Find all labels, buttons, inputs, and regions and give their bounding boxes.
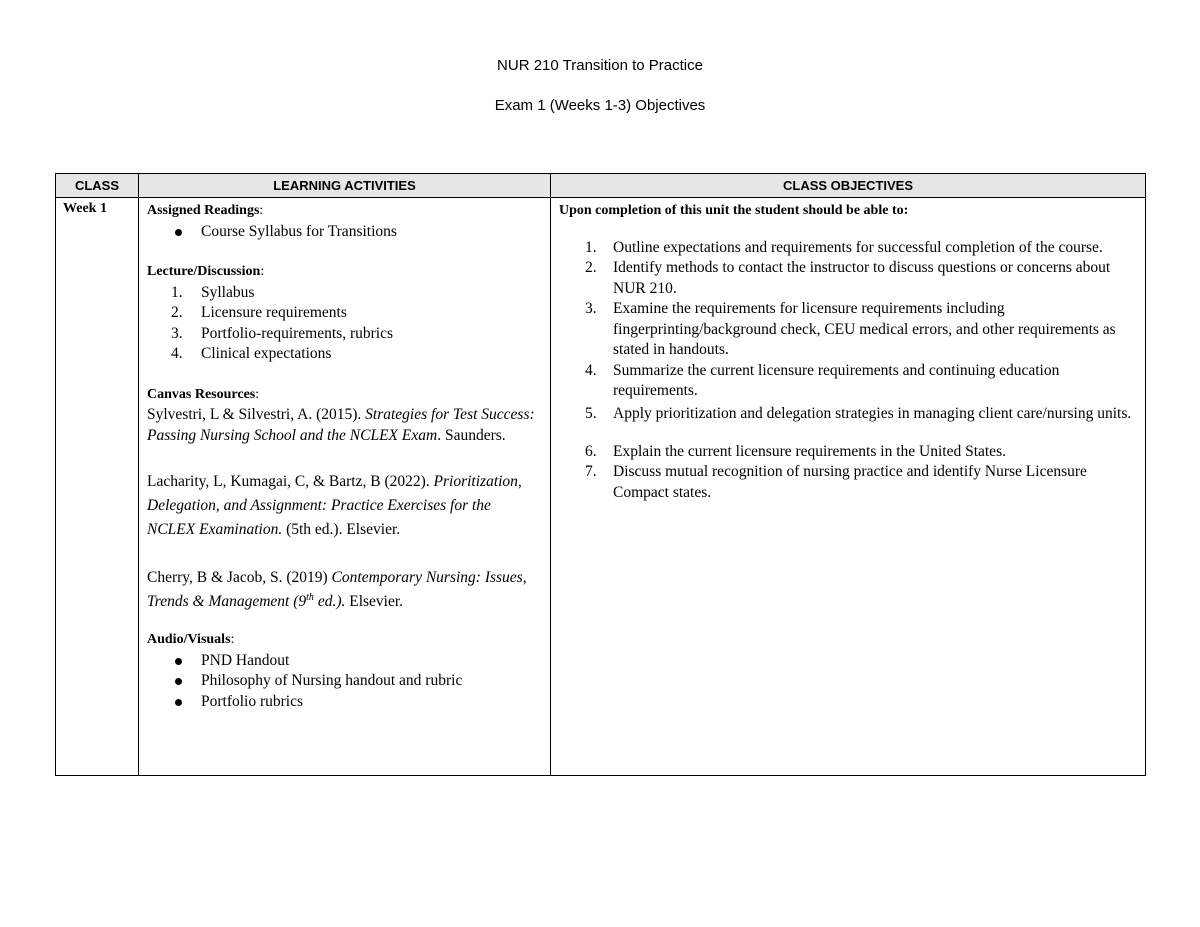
- list-item: PND Handout: [175, 651, 542, 672]
- list-item: 4. Clinical expectations: [171, 345, 332, 362]
- list-item: 2. Licensure requirements: [171, 304, 347, 321]
- list-item: 1. Syllabus: [171, 283, 255, 301]
- assigned-readings-heading: Assigned Readings:: [147, 203, 264, 218]
- list-item: Philosophy of Nursing handout and rubric: [175, 671, 542, 692]
- reference-sylvestri: Sylvestri, L & Silvestri, A. (2015). Strategies for Test Success: Passing Nursing School and the NCLEX Exam. Saunders.: [147, 406, 535, 444]
- class-objectives-cell: [551, 198, 1146, 776]
- audio-visuals-list: [147, 651, 542, 713]
- objective-item: 3. Examine the requirements for licensure requirements including fingerprinting/background check, CEU medical errors, and other requirements as stated in handouts.: [585, 300, 1116, 358]
- objective-item: 1. Outline expectations and requirements for successful completion of the course.: [585, 238, 1103, 256]
- document-subtitle: Exam 1 (Weeks 1-3) Objectives: [494, 97, 706, 114]
- document-title: NUR 210 Transition to Practice: [497, 57, 703, 74]
- class-cell: Week 1: [56, 198, 139, 776]
- table-header-row: [56, 174, 1146, 198]
- column-header-class: CLASS: [56, 174, 139, 198]
- list-item: Portfolio rubrics: [175, 692, 542, 713]
- objectives-list: [559, 238, 1137, 504]
- objectives-table: [55, 173, 1146, 776]
- list-item: Course Syllabus for Transitions: [175, 222, 542, 243]
- assigned-readings-list: [147, 222, 542, 243]
- column-header-class-objectives: CLASS OBJECTIVES: [551, 174, 1146, 198]
- reference-lacharity: Lacharity, L, Kumagai, C, & Bartz, B (2022). Prioritization, Delegation, and Assignment: Practice Exercises for the NCLEX Examination. (5th ed.). Elsevier.: [147, 473, 522, 538]
- list-item: 3. Portfolio-requirements, rubrics: [171, 324, 393, 342]
- objective-item: 4. Summarize the current licensure requirements and continuing education requirements.: [585, 361, 1060, 399]
- lecture-discussion-heading: Lecture/Discussion:: [147, 264, 265, 279]
- table-row: [56, 198, 1146, 776]
- canvas-resources-heading: Canvas Resources:: [147, 386, 260, 402]
- objective-item: 2. Identify methods to contact the instructor to discuss questions or concerns about NUR 210.: [585, 259, 1111, 297]
- objective-item: 5. Apply prioritization and delegation strategies in managing client care/nursing units.: [585, 404, 1132, 422]
- lecture-discussion-list: [147, 283, 542, 365]
- objectives-intro: Upon completion of this unit the student should be able to:: [559, 203, 909, 218]
- objective-item: 6. Explain the current licensure requirements in the United States.: [585, 442, 1006, 460]
- reference-cherry: Cherry, B & Jacob, S. (2019) Contemporary Nursing: Issues, Trends & Management (9th ed.). Elsevier.: [147, 569, 527, 610]
- column-header-learning-activities: LEARNING ACTIVITIES: [139, 174, 551, 198]
- audio-visuals-heading: Audio/Visuals:: [147, 632, 235, 647]
- objective-item: 7. Discuss mutual recognition of nursing practice and identify Nurse Licensure Compact states.: [585, 463, 1087, 501]
- learning-activities-cell: [139, 198, 551, 776]
